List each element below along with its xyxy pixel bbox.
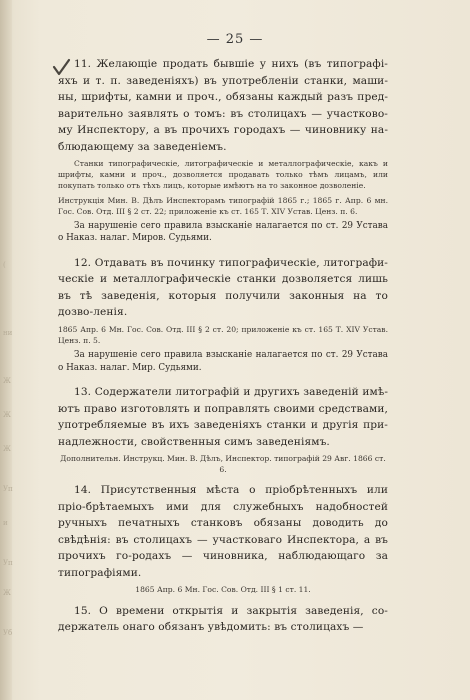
section-12-penalty-note: За нарушеніе сего правила взысканіе налагается по ст. 29 Устава о Наказ. налаг. Мир. Судьями. — [58, 350, 388, 373]
margin-bleed-text: Уб — [3, 629, 13, 637]
section-11-source: Инструкція Мин. В. Дѣлъ Инспекторамъ типографій 1865 г.; 1865 г. Апр. 6 мн. Гос. Сов. Отд. III § 2 ст. 22; приложеніе къ ст. 165 Т. XIV Устав. Ценз. п. 6. — [58, 195, 388, 216]
margin-bleed-text: Ж — [3, 445, 11, 453]
section-12-source: 1865 Апр. 6 Мн. Гос. Сов. Отд. III § 2 ст. 20; приложеніе къ ст. 165 Т. XIV Устав. Ценз. п. 5. — [58, 324, 388, 346]
section-12 — [58, 255, 388, 374]
margin-bleed-text: Уп — [3, 559, 13, 567]
section-11-text: 11. Желающіе продать бывшіе у нихъ (въ типографі-яхъ и т. п. заведеніяхъ) въ употребленіи станки, маши-ны, шрифты, камни и проч., обязаны каждый разъ пред-варительно заявлять о томъ: въ столицахъ — участково-му Инспектору, а въ прочихъ городахъ — чиновнику на-блюдающему за заведеніемъ. — [58, 58, 388, 153]
section-14-source: 1865 Апр. 6 Мн. Гос. Сов. Отд. III § 1 ст. 11. — [135, 585, 311, 595]
section-13 — [58, 384, 388, 482]
page-number: — 25 — — [206, 32, 264, 47]
section-14-text: 14. Присутственныя мѣста о пріобрѣтенныхъ или пріо-брѣтаемыхъ ими для служебныхъ надобностей ручныхъ печатныхъ станковъ обязаны доводить до свѣдѣнія: въ столицахъ — участковаго Инспектора, а въ прочихъ го-родахъ — чиновника, наблюдающаго за типографіями. — [58, 484, 388, 579]
section-11-clarification: Станки типографическіе, литографическіе и металлографическіе, какъ и шрифты, камни и проч., дозволяется продавать только тѣмъ лицамъ, или покупать только отъ тѣхъ лицъ, которые имѣютъ на то законное дозволеніе. — [58, 159, 388, 191]
section-13-text: 13. Содержатели литографій и другихъ заведеній имѣ-ютъ право изготовлять и поправлять своими средствами, употребляемые въ ихъ заведеніяхъ станки и другія при-надлежности, свойственныя симъ заведеніямъ. — [58, 386, 388, 448]
section-11 — [58, 56, 388, 245]
section-12-text: 12. Отдавать въ починку типографическіе, литографи-ческіе и металлографическіе станки дозволяется лишь въ тѣ заведенія, которыя получили законныя на то дозво-ленія. — [58, 256, 388, 319]
margin-bleed-text: Ж — [3, 589, 11, 597]
margin-bleed-text: ( — [3, 261, 6, 269]
section-11-penalty-note: За нарушеніе сего правила взысканіе налагается по ст. 29 Устава о Наказ. налаг. Миров. Судьями. — [58, 221, 388, 244]
margin-bleed-text: Ж — [3, 377, 11, 385]
margin-bleed-text: Уп — [3, 485, 13, 493]
page-body — [58, 56, 388, 636]
margin-bleed-text: Ж — [3, 411, 11, 419]
section-13-source: Дополнительн. Инструкц. Мин. В. Дѣлъ, Инспектор. типографій 29 Авг. 1866 ст. 6. — [60, 454, 386, 475]
margin-bleed-text: ни — [3, 329, 13, 337]
margin-bleed-text: и — [3, 519, 8, 527]
section-15 — [58, 603, 388, 636]
section-15-text: 15. О времени открытія и закрытія заведенія, со-держатель онаго обязанъ увѣдомить: въ столицахъ — — [58, 604, 388, 634]
section-14 — [58, 482, 388, 602]
